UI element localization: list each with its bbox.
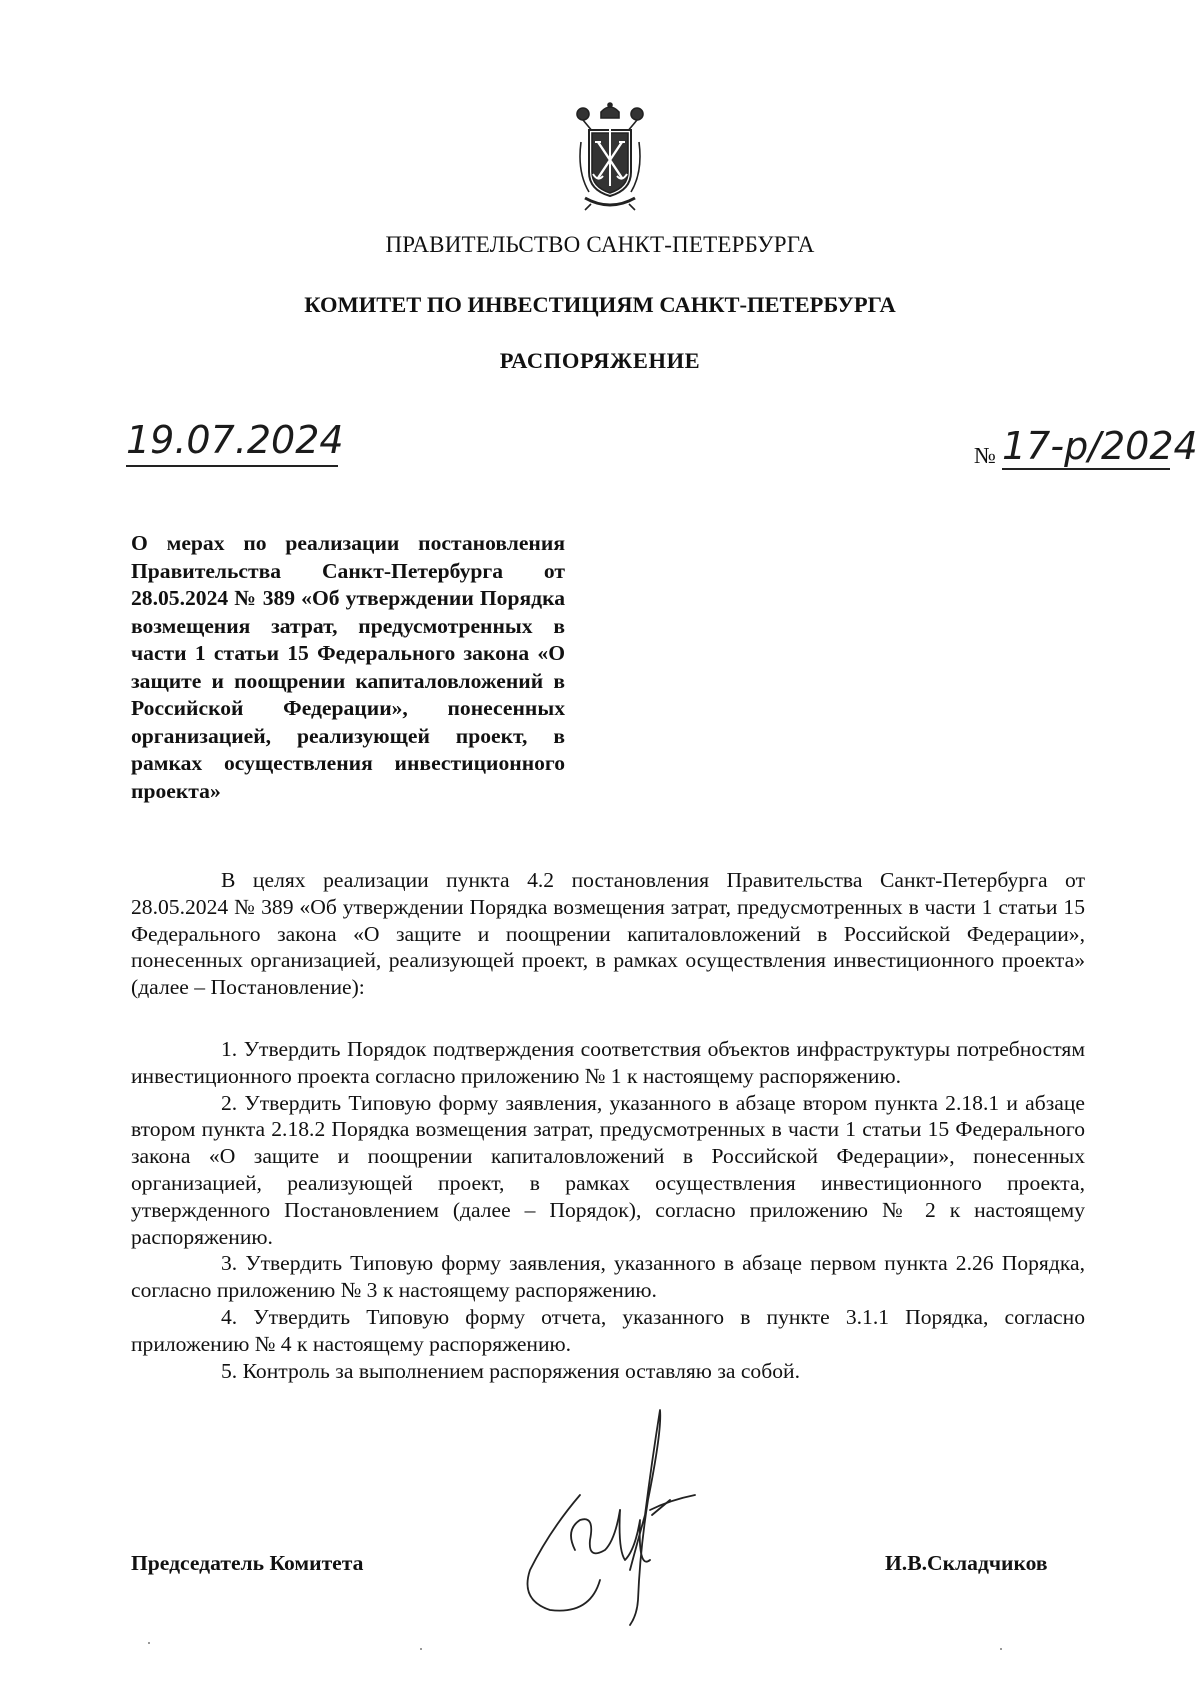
order-item-1: 1. Утвердить Порядок подтверждения соответствия объектов инфраструктуры потребностям инвестиционного проекта согласно приложению № 1 к настоящему распоряжению. bbox=[131, 1037, 1085, 1088]
order-item-3: 3. Утвердить Типовую форму заявления, указанного в абзаце первом пункта 2.26 Порядка, согласно приложению № 3 к настоящему распоряжению. bbox=[131, 1251, 1085, 1303]
coat-of-arms-emblem bbox=[571, 102, 649, 214]
number-sign: № bbox=[974, 443, 996, 468]
scan-speck bbox=[148, 1642, 150, 1644]
document-number: 17-р/2024 bbox=[1002, 424, 1198, 468]
order-item-5: 5. Контроль за выполнением распоряжения оставляю за собой. bbox=[221, 1358, 800, 1383]
signatory-name: И.В.Складчиков bbox=[885, 1551, 1048, 1575]
committee-heading: КОМИТЕТ ПО ИНВЕСТИЦИЯМ САНКТ-ПЕТЕРБУРГА bbox=[304, 292, 896, 317]
signatory-role: Председатель Комитета bbox=[131, 1551, 364, 1575]
scan-speck bbox=[1000, 1648, 1002, 1650]
document-date: 19.07.2024 bbox=[126, 418, 344, 462]
intro-paragraph: В целях реализации пункта 4.2 постановления Правительства Санкт-Петербурга от 28.05.2024 № 389 «Об утверждении Порядка возмещения затрат, предусмотренных в части 1 статьи 15 Федерального закона «О защите и поощрении капиталовложений в Российской Федерации», понесенных организацией, реализующей проект, в рамках осуществления инвестиционного проекта» (далее – Постановление): bbox=[131, 868, 1085, 1000]
order-item-2: 2. Утвердить Типовую форму заявления, указанного в абзаце втором пункта 2.18.1 и абзаце втором пункта 2.18.2 Порядка возмещения затрат, предусмотренных в части 1 статьи 15 Федерального закона «О защите и поощрении капиталовложений в Российской Федерации», понесенных организацией, реализующей проект, в рамках осуществления инвестиционного проекта, утвержденного Постановлением (далее – Порядок), согласно приложению № 2 к настоящему распоряжению. bbox=[131, 1090, 1085, 1249]
order-items-list bbox=[131, 1036, 1085, 1384]
date-underline bbox=[126, 465, 338, 467]
document-title: О мерах по реализации постановления Правительства Санкт-Петербурга от 28.05.2024 № 389 «Об утверждении Порядка возмещения затрат, предусмотренных в части 1 статьи 15 Федерального закона «О защите и поощрении капиталовложений в Российской Федерации», понесенных организацией, реализующей проект, в рамках осуществления инвестиционного проекта» bbox=[131, 531, 565, 803]
order-item-4: 4. Утвердить Типовую форму отчета, указанного в пункте 3.1.1 Порядка, согласно приложению № 4 к настоящему распоряжению. bbox=[131, 1304, 1085, 1356]
handwritten-signature bbox=[520, 1400, 720, 1630]
number-underline bbox=[1002, 468, 1170, 470]
government-heading: ПРАВИТЕЛЬСТВО САНКТ-ПЕТЕРБУРГА bbox=[385, 232, 815, 257]
scan-speck bbox=[420, 1648, 422, 1650]
document-type-heading: РАСПОРЯЖЕНИЕ bbox=[499, 348, 701, 373]
